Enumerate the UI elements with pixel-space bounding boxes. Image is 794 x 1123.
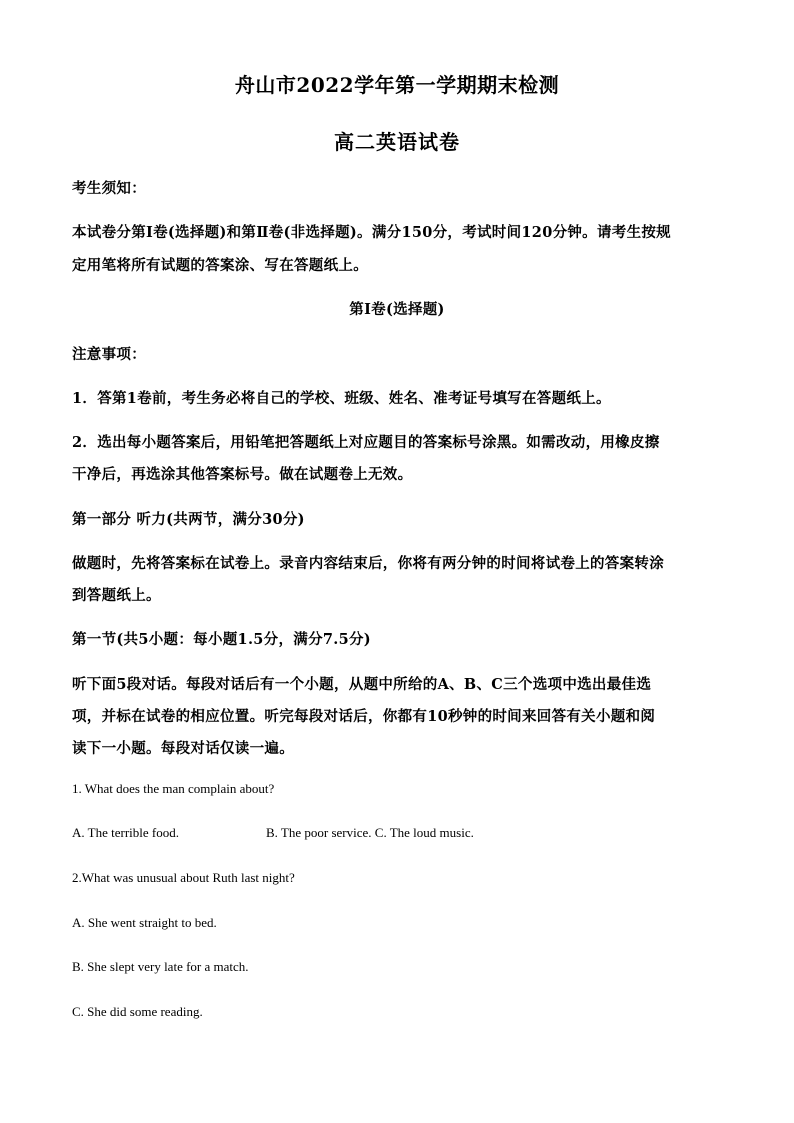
question-1-stem: 1. What does the man complain about? (72, 781, 275, 796)
exam-subtitle: 高二英语试卷 (334, 130, 460, 154)
section-1-instruction-line-3: 读下一小题。每段对话仅读一遍。 (72, 740, 294, 757)
section-1-instruction-line-2: 项，并标在试卷的相应位置。听完每段对话后，你都有10秒钟的时间来回答有关小题和阅 (72, 708, 656, 725)
exam-title: 舟山市2022学年第一学期期末检测 (234, 73, 560, 97)
note-2-line-1: 2．选出每小题答案后，用铅笔把答题纸上对应题目的答案标号涂黑。如需改动，用橡皮擦 (72, 434, 660, 451)
question-2-option-c: C. She did some reading. (72, 1004, 203, 1019)
part-1-heading: 第一部分 听力(共两节，满分30分) (72, 511, 305, 528)
question-2-option-b: B. She slept very late for a match. (72, 959, 249, 974)
volume-1-heading: 第Ⅰ卷(选择题) (349, 301, 445, 318)
part-1-instruction-line-2: 到答题纸上。 (72, 587, 161, 604)
section-1-instruction-line-1: 听下面5段对话。每段对话后有一个小题，从题中所给的A、B、C三个选项中选出最佳选 (72, 676, 652, 693)
notice-line-2: 定用笔将所有试题的答案涂、写在答题纸上。 (72, 257, 368, 274)
note-1: 1．答第1卷前，考生务必将自己的学校、班级、姓名、准考证号填写在答题纸上。 (72, 390, 611, 407)
part-1-instruction-line-1: 做题时，先将答案标在试卷上。录音内容结束后，你将有两分钟的时间将试卷上的答案转涂 (72, 555, 664, 572)
question-2-option-a: A. She went straight to bed. (72, 915, 217, 930)
question-1-options-b-c: B. The poor service. C. The loud music. (266, 825, 474, 840)
question-1-option-a: A. The terrible food. (72, 825, 179, 840)
question-2-stem: 2.What was unusual about Ruth last night? (72, 870, 295, 885)
question-1-options (72, 825, 722, 841)
section-1-heading: 第一节(共5小题：每小题1.5分，满分7.5分) (72, 631, 371, 648)
notice-heading: 考生须知： (72, 180, 146, 197)
notice-line-1: 本试卷分第Ⅰ卷(选择题)和第Ⅱ卷(非选择题)。满分150分，考试时间120分钟。请考生按规 (72, 224, 671, 241)
notes-heading: 注意事项： (72, 346, 146, 363)
note-2-line-2: 干净后，再选涂其他答案标号。做在试题卷上无效。 (72, 466, 413, 483)
